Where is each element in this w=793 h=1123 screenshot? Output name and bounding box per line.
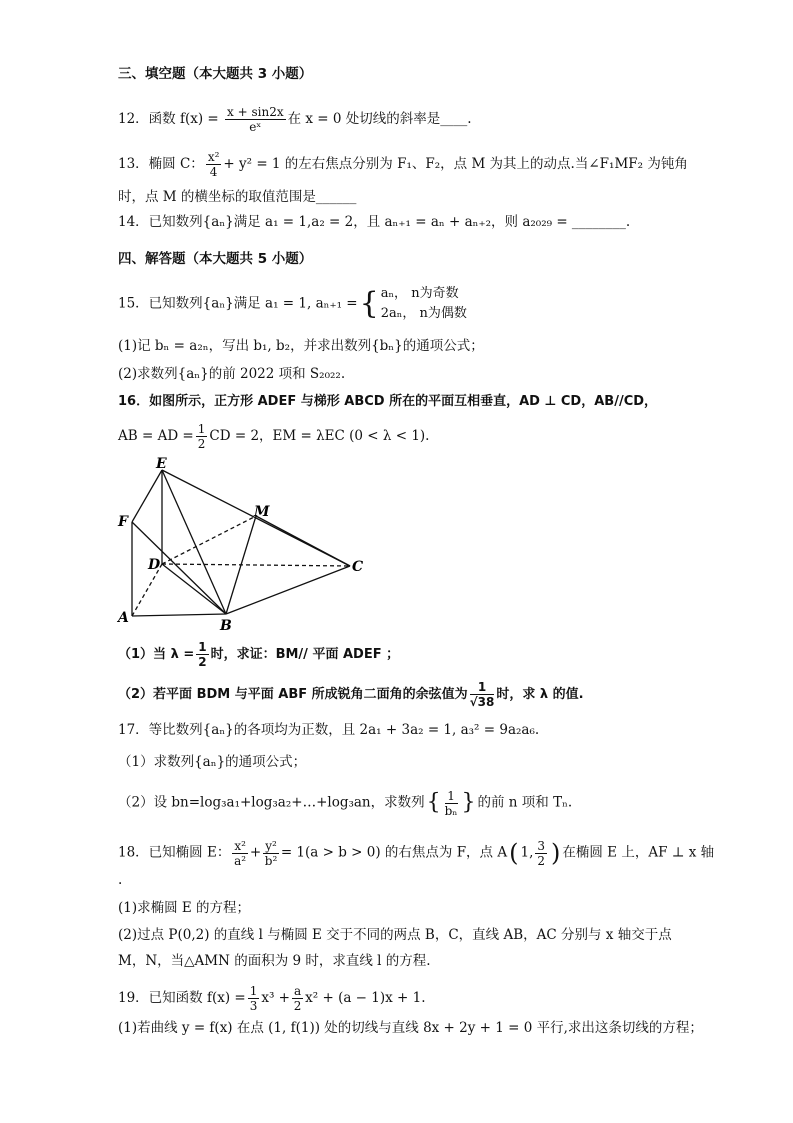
label-F: F (118, 514, 128, 530)
q15-part-1: (1)记 bₙ = a₂ₙ，写出 b₁, b₂，并求出数列{bₙ}的通项公式； (118, 338, 484, 354)
edge-DB (162, 564, 226, 614)
q17-part-2 (118, 788, 572, 818)
q17-part2-suffix: 的前 n 项和 Tₙ. (477, 794, 573, 811)
edge-DM-dashed (162, 516, 256, 564)
section-3-heading: 三、填空题（本大题共 3 小题） (118, 66, 313, 82)
edge-EB (162, 470, 226, 614)
q19-middle: x³ + (261, 990, 290, 1006)
q19-f2-numerator: a (294, 984, 302, 998)
q12-denominator: eˣ (249, 120, 262, 134)
q15-part-2: (2)求数列{aₙ}的前 2022 项和 S₂₀₂₂. (118, 366, 346, 382)
q13-prefix: 13．椭圆 C： (118, 156, 204, 172)
edge-MC (256, 516, 350, 566)
q13-suffix: + y² = 1 的左右焦点分别为 F₁、F₂，点 M 为其上的动点.当∠F₁MF₂ 为钝角 (223, 156, 688, 172)
q19-part-1: (1)若曲线 y = f(x) 在点 (1, f(1)) 处的切线与直线 8x + 2y + 1 = 0 平行,求出这条切线的方程； (118, 1020, 703, 1036)
q16-line-1: 16．如图所示，正方形 ADEF 与梯形 ABCD 所在的平面互相垂直，AD ⊥ CD，AB//CD， (118, 394, 658, 409)
q16-part1-fraction (196, 640, 208, 669)
q18-part-2-line-2: M，N，当△AMN 的面积为 9 时，求直线 l 的方程. (118, 953, 431, 969)
q18-point-denominator: 2 (537, 853, 546, 868)
q18-y-numerator: y² (265, 838, 277, 853)
q18-fraction-y (263, 839, 279, 868)
q16-part1-prefix: （1）当 λ = (118, 647, 195, 662)
q16-line2-prefix: AB = AD = (118, 428, 194, 444)
q19-fraction-1 (248, 984, 260, 1013)
q18-y-denominator: b² (264, 853, 278, 868)
q16-part1-suffix: 时，求证：BM// 平面 ADEF ； (210, 647, 400, 662)
q17-numerator: 1 (445, 789, 458, 804)
q16-part-1 (118, 640, 399, 669)
q18-right-paren: ) (551, 839, 561, 867)
q12-fraction (225, 105, 286, 134)
q18-part-1: (1)求椭圆 E 的方程； (118, 900, 251, 916)
q18-trailing-dot: . (118, 872, 123, 888)
q16-denominator: 2 (197, 437, 206, 451)
edge-FB (132, 522, 226, 614)
q15-prefix: 15．已知数列{aₙ}满足 a₁ = 1, aₙ₊₁ = (118, 295, 358, 312)
q13-fraction (206, 150, 222, 179)
edge-BC (226, 566, 350, 614)
q16-part2-numerator: 1 (470, 680, 495, 695)
question-13-line-2: 时，点 M 的横坐标的取值范围是______ (118, 189, 357, 205)
q19-f1-numerator: 1 (249, 984, 258, 998)
q16-fraction (196, 422, 208, 451)
q18-point-prefix: 1, (520, 844, 534, 861)
q18-left-paren: ( (509, 839, 519, 867)
question-14: 14．已知数列{aₙ}满足 a₁ = 1,a₂ = 2，且 aₙ₊₁ = aₙ + aₙ₊₂，则 a₂₀₂₉ = ________. (118, 214, 631, 230)
q16-part1-numerator: 1 (198, 640, 207, 654)
q17-denominator: bₙ (444, 803, 458, 818)
q17-part-1: （1）求数列{aₙ}的通项公式； (118, 754, 307, 770)
q16-line2-suffix: CD = 2，EM = λEC (0 < λ < 1). (209, 428, 430, 444)
q12-numerator: x + sin2x (227, 105, 284, 119)
question-15 (118, 284, 467, 324)
q12-prefix: 12．函数 f(x) = (118, 111, 224, 127)
q15-case-odd: aₙ， n为奇数 (380, 286, 459, 301)
label-D: D (148, 557, 161, 573)
q18-x-denominator: a² (234, 853, 247, 868)
q13-denominator: 4 (209, 165, 218, 179)
q18-fraction-x (232, 839, 248, 868)
q16-part1-denominator: 2 (198, 655, 207, 669)
q16-part-2 (118, 680, 584, 709)
q18-x-numerator: x² (234, 838, 246, 853)
q19-fraction-2 (292, 984, 303, 1013)
q18-prefix: 18．已知椭圆 E： (118, 844, 231, 861)
q18-point-numerator: 3 (537, 838, 546, 853)
q19-f1-denominator: 3 (249, 999, 258, 1013)
q12-suffix: 在 x = 0 处切线的斜率是____. (287, 111, 472, 127)
q15-case-even: 2aₙ， n为偶数 (380, 306, 467, 321)
label-A: A (118, 610, 129, 626)
label-E: E (156, 456, 167, 472)
q17-fraction (445, 789, 458, 818)
q13-numerator: x² (207, 150, 220, 164)
edge-DC-dashed (162, 564, 350, 566)
label-B: B (220, 618, 232, 634)
q18-part-2-line-1: (2)过点 P(0,2) 的直线 l 与椭圆 E 交于不同的两点 B，C，直线 AB，AC 分别与 x 轴交于点 (118, 927, 672, 943)
label-M: M (254, 504, 270, 520)
q16-numerator: 1 (197, 422, 206, 436)
q16-part2-denominator: √38 (469, 695, 495, 709)
q16-geometry-figure (112, 456, 372, 636)
q18-suffix: 在椭圆 E 上，AF ⊥ x 轴 (562, 844, 715, 861)
question-12 (118, 105, 472, 134)
q17-part2-prefix: （2）设 bn=log₃a₁+log₃a₂+…+log₃an，求数列 (118, 794, 425, 811)
question-18: 18．已知椭圆 E： $\frac{\text{x²}}{\text{a²}}$ + $\frac{\text{y²}}{\text{b²}}$ = 1(a > b > 0) 的右焦点为 F，点 A( 1, $\frac{3}{2}$ ) 在椭圆 E 上，AF ⊥ x 轴 (118, 838, 715, 868)
edge-AB (132, 614, 226, 616)
q19-prefix: 19．已知函数 f(x) = (118, 990, 246, 1006)
question-17: 17．等比数列{aₙ}的各项均为正数，且 2a₁ + 3a₂ = 1, a₃² = 9a₂a₆. (118, 722, 540, 738)
q15-cases (381, 284, 467, 324)
label-C: C (352, 559, 364, 575)
q19-suffix: x² + (a − 1)x + 1. (305, 990, 426, 1006)
q15-brace: { (359, 286, 379, 321)
question-13-line-1 (118, 150, 688, 179)
question-19 (118, 984, 426, 1013)
q18-point-fraction (535, 839, 547, 868)
q17-right-brace: } (461, 790, 476, 815)
q18-middle: = 1(a > b > 0) 的右焦点为 F，点 A (280, 844, 508, 861)
edge-EF (132, 470, 162, 522)
q17-left-brace: { (426, 790, 441, 815)
q16-part2-prefix: （2）若平面 BDM 与平面 ABF 所成锐角二面角的余弦值为 (118, 687, 468, 702)
q16-part2-suffix: 时，求 λ 的值. (496, 687, 584, 702)
q16-part2-fraction (470, 680, 495, 709)
q16-line-2 (118, 422, 429, 451)
q19-f2-denominator: 2 (293, 999, 302, 1013)
section-4-heading: 四、解答题（本大题共 5 小题） (118, 251, 313, 267)
